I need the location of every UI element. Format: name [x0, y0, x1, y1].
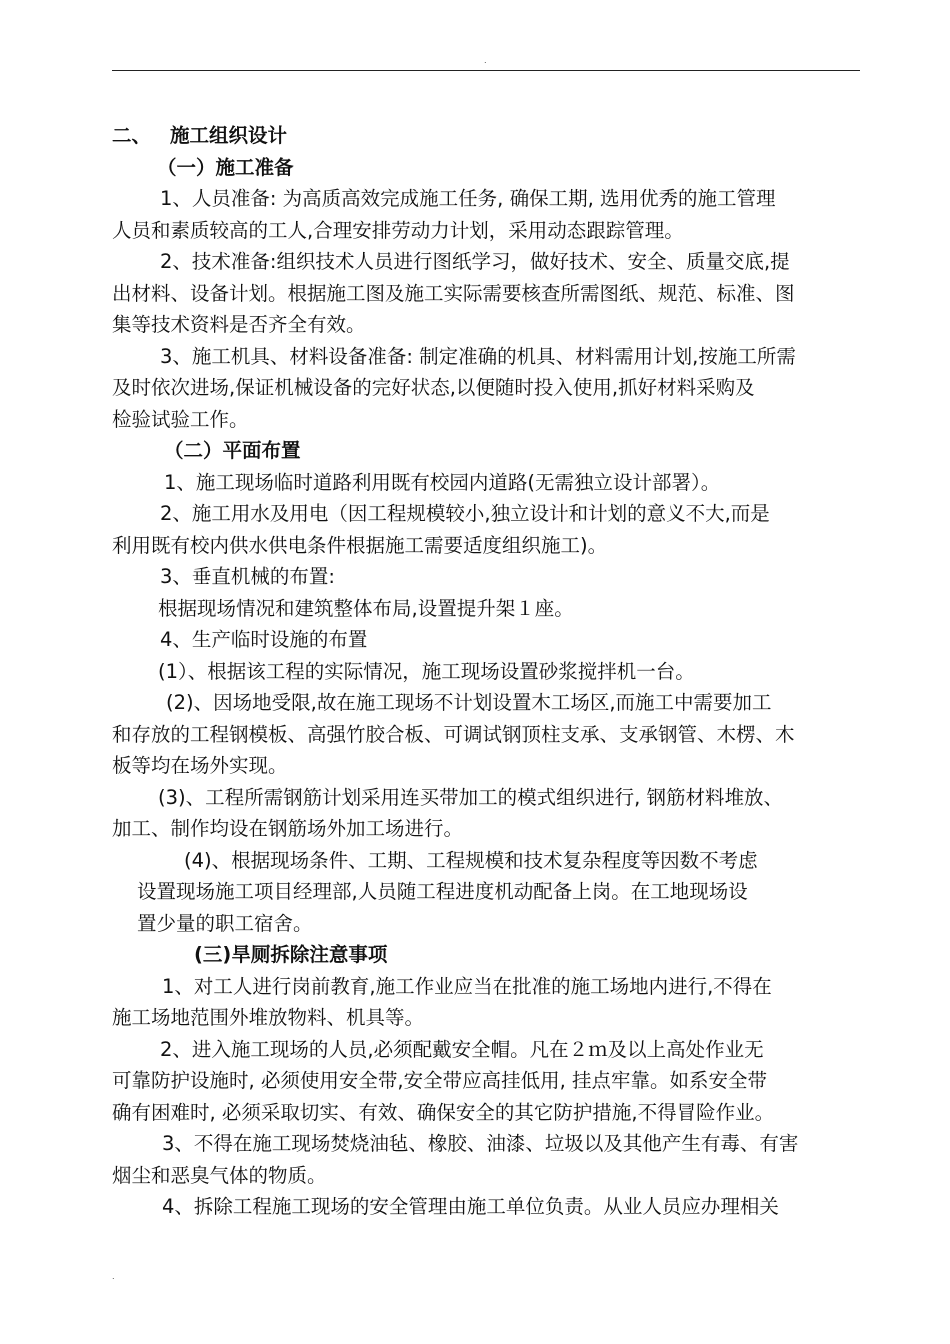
subsection-heading-1: （一）施工准备: [157, 155, 294, 179]
paragraph-line: 利用既有校内供水供电条件根据施工需要适度组织施工)。: [112, 533, 608, 557]
section-number: 二、: [112, 124, 152, 147]
paragraph-line: 3、不得在施工现场焚烧油毡、橡胶、油漆、垃圾以及其他产生有毒、有害: [162, 1132, 799, 1155]
footer-dot: .: [112, 1272, 115, 1281]
paragraph-line: 设置现场施工项目经理部,人员随工程进度机动配备上岗。在工地现场设: [137, 880, 748, 903]
paragraph-line: 4、生产临时设施的布置: [160, 628, 368, 651]
paragraph-line: 集等技术资料是否齐全有效。: [112, 313, 366, 336]
paragraph-line: 出材料、设备计划。根据施工图及施工实际需要核查所需图纸、规范、标准、图: [112, 281, 795, 305]
paragraph-line: 施工场地范围外堆放物料、机具等。: [112, 1006, 425, 1029]
paragraph-line: 置少量的职工宿舍。: [137, 911, 313, 935]
paragraph-line: 2、技术准备:组织技术人员进行图纸学习，做好技术、安全、质量交底,提: [160, 250, 790, 273]
paragraph-line: (4)、根据现场条件、工期、工程规模和技术复杂程度等因数不考虑: [184, 848, 758, 872]
paragraph-line: (3)、工程所需钢筋计划采用连买带加工的模式组织进行, 钢筋材料堆放、: [158, 785, 784, 809]
paragraph-line: 根据现场情况和建筑整体布局,设置提升架１座。: [158, 596, 574, 620]
paragraph-line: 加工、制作均设在钢筋场外加工场进行。: [112, 817, 464, 840]
paragraph-line: 及时依次进场,保证机械设备的完好状态,以便随时投入使用,抓好材料采购及: [112, 376, 755, 399]
paragraph-line: 烟尘和恶臭气体的物质。: [112, 1163, 327, 1187]
paragraph-line: 检验试验工作。: [112, 407, 249, 431]
paragraph-line: 1、施工现场临时道路利用既有校园内道路(无需独立设计部署）。: [164, 470, 721, 494]
paragraph-line: 1、对工人进行岗前教育,施工作业应当在批准的施工场地内进行,不得在: [162, 974, 772, 998]
paragraph-line: 3、施工机具、材料设备准备: 制定准确的机具、材料需用计划,按施工所需: [160, 344, 796, 368]
section-heading: [112, 120, 864, 152]
subsection-heading-2: （二）平面布置: [164, 439, 301, 462]
paragraph-line: 4、拆除工程施工现场的安全管理由施工单位负责。从业人员应办理相关: [162, 1195, 779, 1218]
paragraph-line: 人员和素质较高的工人,合理安排劳动力计划，采用动态跟踪管理。: [112, 218, 684, 242]
document-body: [112, 120, 864, 1223]
paragraph-line: 可靠防护设施时, 必须使用安全带,安全带应高挂低用, 挂点牢靠。如系安全带: [112, 1069, 767, 1092]
paragraph-line: 确有困难时, 必须采取切实、有效、确保安全的其它防护措施,不得冒险作业。: [112, 1100, 775, 1124]
paragraph-line: 2、施工用水及用电（因工程规模较小,独立设计和计划的意义不大,而是: [160, 502, 770, 525]
subsection-heading-3: (三)旱厕拆除注意事项: [194, 943, 388, 966]
paragraph-line: 3、垂直机械的布置:: [160, 565, 335, 588]
section-title: 施工组织设计: [170, 124, 288, 147]
paragraph-line: 和存放的工程钢模板、高强竹胶合板、可调试钢顶柱支承、支承钢管、木楞、木: [112, 722, 795, 746]
paragraph-line: 板等均在场外实现。: [112, 754, 288, 777]
paragraph-line: (2)、因场地受限,故在施工现场不计划设置木工场区,而施工中需要加工: [166, 691, 772, 714]
paragraph-line: 1、人员准备: 为高质高效完成施工任务, 确保工期, 选用优秀的施工管理: [160, 187, 776, 210]
paragraph-line: (1）、根据该工程的实际情况，施工现场设置砂浆搅拌机一台。: [158, 659, 695, 683]
header-dot: .: [484, 56, 487, 65]
header-rule: [112, 70, 860, 71]
paragraph-line: 2、进入施工现场的人员,必须配戴安全帽。凡在２ｍ及以上高处作业无: [160, 1037, 764, 1061]
